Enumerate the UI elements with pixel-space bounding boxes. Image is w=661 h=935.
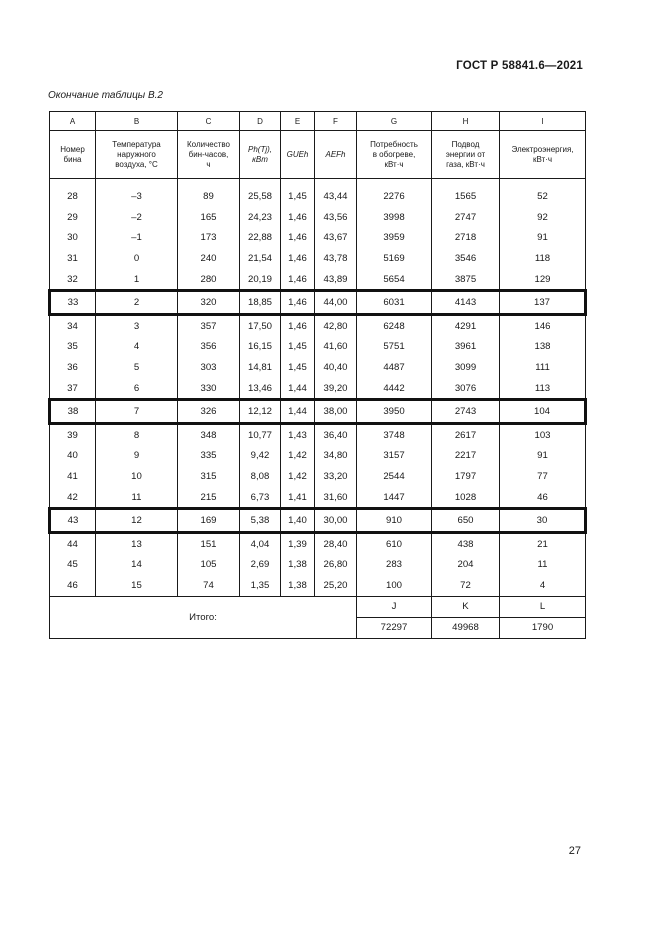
table-cell: 138 xyxy=(500,337,586,358)
table-cell: 38,00 xyxy=(315,400,357,424)
table-cell: –3 xyxy=(96,179,178,208)
table-cell: 0 xyxy=(96,248,178,269)
table-cell: 303 xyxy=(178,357,240,378)
table-cell: 8,08 xyxy=(240,466,281,487)
column-letter: G xyxy=(357,112,432,131)
table-cell: 4442 xyxy=(357,378,432,400)
table-cell: 113 xyxy=(500,378,586,400)
table-cell: 37 xyxy=(50,378,96,400)
table-cell: 137 xyxy=(500,291,586,315)
table-cell: 44 xyxy=(50,532,96,554)
table-cell: 77 xyxy=(500,466,586,487)
table-cell: 5654 xyxy=(357,269,432,291)
table-row xyxy=(50,400,586,424)
table-cell: 43 xyxy=(50,509,96,533)
table-row xyxy=(50,357,586,378)
column-letter: A xyxy=(50,112,96,131)
table-cell: 39,20 xyxy=(315,378,357,400)
table-cell: 43,56 xyxy=(315,207,357,228)
table-row xyxy=(50,423,586,445)
table-cell: 2,69 xyxy=(240,555,281,576)
table-cell: 1,46 xyxy=(281,248,315,269)
table-cell: 28,40 xyxy=(315,532,357,554)
column-header-text: Потребность в обогреве, кВт·ч xyxy=(370,139,418,169)
table-cell: 3 xyxy=(96,314,178,336)
table-cell: 335 xyxy=(178,446,240,467)
table-cell: 43,78 xyxy=(315,248,357,269)
table-cell: 13 xyxy=(96,532,178,554)
column-letter: I xyxy=(500,112,586,131)
table-cell: 1,45 xyxy=(281,337,315,358)
table-cell: 46 xyxy=(50,575,96,596)
table-cell: 105 xyxy=(178,555,240,576)
table-cell: 20,19 xyxy=(240,269,281,291)
table-row xyxy=(50,487,586,509)
table-cell: 1,42 xyxy=(281,466,315,487)
table-cell: 3998 xyxy=(357,207,432,228)
column-header-text: Номер бина xyxy=(60,144,85,164)
table-row xyxy=(50,575,586,596)
table-cell: 2 xyxy=(96,291,178,315)
table-cell: 1,39 xyxy=(281,532,315,554)
table-cell: 3546 xyxy=(432,248,500,269)
table-row xyxy=(50,179,586,208)
table-cell: 3959 xyxy=(357,228,432,249)
total-letter-row xyxy=(50,596,586,617)
total-column-letter: L xyxy=(500,596,586,617)
table-cell: 29 xyxy=(50,207,96,228)
table-cell: 34 xyxy=(50,314,96,336)
table-cell: 315 xyxy=(178,466,240,487)
table-cell: 41,60 xyxy=(315,337,357,358)
table-cell: 1,46 xyxy=(281,207,315,228)
table-cell: 3157 xyxy=(357,446,432,467)
table-cell: 44,00 xyxy=(315,291,357,315)
table-cell: 1 xyxy=(96,269,178,291)
table-cell: 91 xyxy=(500,228,586,249)
column-header-text: Ph(Tj), кВт xyxy=(248,144,272,164)
table-cell: 1028 xyxy=(432,487,500,509)
table-cell: 25,58 xyxy=(240,179,281,208)
column-header-text: Электроэнергия, кВт·ч xyxy=(511,144,574,164)
table-cell: 16,15 xyxy=(240,337,281,358)
table-cell: 2747 xyxy=(432,207,500,228)
column-letter: D xyxy=(240,112,281,131)
table-cell: 1447 xyxy=(357,487,432,509)
table-cell: 5 xyxy=(96,357,178,378)
table-cell: 129 xyxy=(500,269,586,291)
table-cell: 283 xyxy=(357,555,432,576)
table-cell: 1,44 xyxy=(281,378,315,400)
table-cell: 52 xyxy=(500,179,586,208)
column-header xyxy=(50,131,96,179)
table-cell: 41 xyxy=(50,466,96,487)
column-header-text: GUEh xyxy=(286,149,309,159)
column-header xyxy=(357,131,432,179)
table-cell: 8 xyxy=(96,423,178,445)
total-value: 1790 xyxy=(500,617,586,638)
table-cell: 610 xyxy=(357,532,432,554)
table-cell: 6 xyxy=(96,378,178,400)
total-value: 49968 xyxy=(432,617,500,638)
table-cell: –2 xyxy=(96,207,178,228)
table-cell: 31,60 xyxy=(315,487,357,509)
table-row xyxy=(50,446,586,467)
table-cell: 4143 xyxy=(432,291,500,315)
column-letter: C xyxy=(178,112,240,131)
table-cell: 165 xyxy=(178,207,240,228)
table-cell: 10 xyxy=(96,466,178,487)
table-cell: 43,89 xyxy=(315,269,357,291)
table-cell: 330 xyxy=(178,378,240,400)
page-number: 27 xyxy=(568,845,581,857)
table-cell: 14 xyxy=(96,555,178,576)
table-cell: 39 xyxy=(50,423,96,445)
table-cell: 5169 xyxy=(357,248,432,269)
table-cell: 46 xyxy=(500,487,586,509)
table-cell: 146 xyxy=(500,314,586,336)
table-cell: 4,04 xyxy=(240,532,281,554)
table-cell: 5751 xyxy=(357,337,432,358)
table-cell: 215 xyxy=(178,487,240,509)
table-cell: 6248 xyxy=(357,314,432,336)
table-cell: 3076 xyxy=(432,378,500,400)
table-row xyxy=(50,291,586,315)
table-cell: 31 xyxy=(50,248,96,269)
table-cell: 12,12 xyxy=(240,400,281,424)
column-header xyxy=(315,131,357,179)
table-cell: 13,46 xyxy=(240,378,281,400)
table-row xyxy=(50,314,586,336)
table-cell: 1,43 xyxy=(281,423,315,445)
table-cell: 1,44 xyxy=(281,400,315,424)
table-cell: 1565 xyxy=(432,179,500,208)
table-cell: 5,38 xyxy=(240,509,281,533)
column-header xyxy=(281,131,315,179)
column-letter: B xyxy=(96,112,178,131)
table-cell: 18,85 xyxy=(240,291,281,315)
table-cell: 280 xyxy=(178,269,240,291)
table-cell: 357 xyxy=(178,314,240,336)
table-cell: 9,42 xyxy=(240,446,281,467)
table-cell: 72 xyxy=(432,575,500,596)
table-cell: 45 xyxy=(50,555,96,576)
table-cell: 2718 xyxy=(432,228,500,249)
table-cell: 2617 xyxy=(432,423,500,445)
column-header xyxy=(240,131,281,179)
table-cell: 89 xyxy=(178,179,240,208)
table-cell: 12 xyxy=(96,509,178,533)
total-column-letter: J xyxy=(357,596,432,617)
table-cell: 438 xyxy=(432,532,500,554)
table-cell: 15 xyxy=(96,575,178,596)
table-cell: 320 xyxy=(178,291,240,315)
table-cell: 25,20 xyxy=(315,575,357,596)
table-cell: 42,80 xyxy=(315,314,357,336)
table-cell: 38 xyxy=(50,400,96,424)
table-cell: 100 xyxy=(357,575,432,596)
column-header-text: Температура наружного воздуха, °С xyxy=(112,139,161,169)
table-row xyxy=(50,378,586,400)
table-cell: 7 xyxy=(96,400,178,424)
table-cell: 1,45 xyxy=(281,357,315,378)
table-row xyxy=(50,248,586,269)
column-header xyxy=(500,131,586,179)
column-letter: E xyxy=(281,112,315,131)
table-cell: 204 xyxy=(432,555,500,576)
table-cell: –1 xyxy=(96,228,178,249)
table-cell: 1,46 xyxy=(281,314,315,336)
table-cell: 34,80 xyxy=(315,446,357,467)
table-row xyxy=(50,555,586,576)
table-cell: 1,42 xyxy=(281,446,315,467)
table-cell: 35 xyxy=(50,337,96,358)
column-header xyxy=(96,131,178,179)
table-cell: 3875 xyxy=(432,269,500,291)
table-row xyxy=(50,207,586,228)
table-cell: 21 xyxy=(500,532,586,554)
table-cell: 118 xyxy=(500,248,586,269)
total-label: Итого: xyxy=(50,596,357,638)
table-cell: 40,40 xyxy=(315,357,357,378)
column-header xyxy=(178,131,240,179)
table-cell: 11 xyxy=(96,487,178,509)
total-value: 72297 xyxy=(357,617,432,638)
table-cell: 9 xyxy=(96,446,178,467)
table-cell: 103 xyxy=(500,423,586,445)
column-header-text: Подвод энергии от газа, кВт·ч xyxy=(445,139,486,169)
column-letter-row xyxy=(50,112,586,131)
table-cell: 2217 xyxy=(432,446,500,467)
table-cell: 91 xyxy=(500,446,586,467)
table-cell: 1,40 xyxy=(281,509,315,533)
data-table xyxy=(48,111,587,639)
table-cell: 10,77 xyxy=(240,423,281,445)
column-letter: H xyxy=(432,112,500,131)
table-cell: 30 xyxy=(50,228,96,249)
table-cell: 6,73 xyxy=(240,487,281,509)
table-cell: 650 xyxy=(432,509,500,533)
column-header xyxy=(432,131,500,179)
table-cell: 3748 xyxy=(357,423,432,445)
table-cell: 6031 xyxy=(357,291,432,315)
table-cell: 1,38 xyxy=(281,555,315,576)
table-cell: 26,80 xyxy=(315,555,357,576)
table-cell: 33,20 xyxy=(315,466,357,487)
standard-header: ГОСТ Р 58841.6—2021 xyxy=(456,60,583,72)
table-row xyxy=(50,228,586,249)
table-cell: 33 xyxy=(50,291,96,315)
table-cell: 910 xyxy=(357,509,432,533)
table-row xyxy=(50,532,586,554)
table-cell: 2544 xyxy=(357,466,432,487)
table-cell: 1,35 xyxy=(240,575,281,596)
table-cell: 169 xyxy=(178,509,240,533)
table-cell: 28 xyxy=(50,179,96,208)
table-row xyxy=(50,269,586,291)
table-cell: 14,81 xyxy=(240,357,281,378)
table-cell: 4 xyxy=(500,575,586,596)
table-cell: 1,46 xyxy=(281,269,315,291)
table-cell: 1,46 xyxy=(281,228,315,249)
table-cell: 3961 xyxy=(432,337,500,358)
table-cell: 43,67 xyxy=(315,228,357,249)
table-cell: 111 xyxy=(500,357,586,378)
table-cell: 4487 xyxy=(357,357,432,378)
table-cell: 2743 xyxy=(432,400,500,424)
table-cell: 11 xyxy=(500,555,586,576)
table-cell: 4291 xyxy=(432,314,500,336)
table-cell: 1,41 xyxy=(281,487,315,509)
table-row xyxy=(50,509,586,533)
table-cell: 40 xyxy=(50,446,96,467)
table-cell: 356 xyxy=(178,337,240,358)
table-row xyxy=(50,466,586,487)
table-cell: 22,88 xyxy=(240,228,281,249)
table-cell: 326 xyxy=(178,400,240,424)
table-cell: 24,23 xyxy=(240,207,281,228)
table-cell: 4 xyxy=(96,337,178,358)
table-cell: 151 xyxy=(178,532,240,554)
table-cell: 74 xyxy=(178,575,240,596)
table-cell: 240 xyxy=(178,248,240,269)
table-cell: 43,44 xyxy=(315,179,357,208)
table-cell: 21,54 xyxy=(240,248,281,269)
table-caption: Окончание таблицы В.2 xyxy=(48,90,163,101)
column-header-row xyxy=(50,131,586,179)
table-cell: 42 xyxy=(50,487,96,509)
table-cell: 1,46 xyxy=(281,291,315,315)
table-row xyxy=(50,337,586,358)
table-cell: 3950 xyxy=(357,400,432,424)
column-header-text: AEFh xyxy=(325,149,346,159)
table-cell: 173 xyxy=(178,228,240,249)
table-cell: 36,40 xyxy=(315,423,357,445)
total-column-letter: K xyxy=(432,596,500,617)
table-cell: 32 xyxy=(50,269,96,291)
table-cell: 2276 xyxy=(357,179,432,208)
table-cell: 104 xyxy=(500,400,586,424)
table-cell: 30 xyxy=(500,509,586,533)
table-cell: 3099 xyxy=(432,357,500,378)
table-cell: 17,50 xyxy=(240,314,281,336)
table-cell: 36 xyxy=(50,357,96,378)
table-cell: 92 xyxy=(500,207,586,228)
table-cell: 1,45 xyxy=(281,179,315,208)
table-cell: 1,38 xyxy=(281,575,315,596)
column-header-text: Количество бин-часов, ч xyxy=(187,139,230,169)
column-letter: F xyxy=(315,112,357,131)
table-cell: 348 xyxy=(178,423,240,445)
table-cell: 30,00 xyxy=(315,509,357,533)
table-cell: 1797 xyxy=(432,466,500,487)
